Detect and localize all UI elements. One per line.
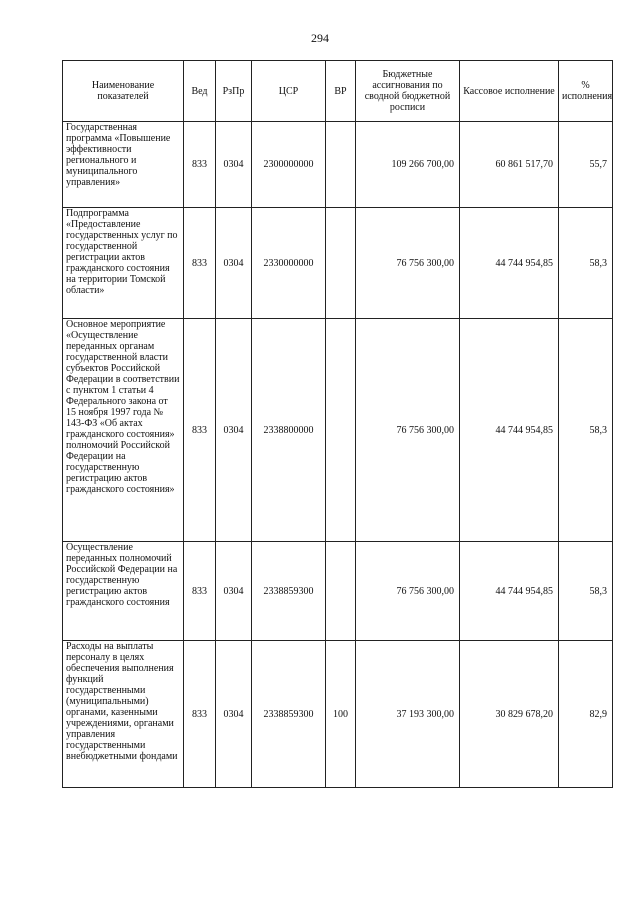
row-vr xyxy=(326,542,356,641)
row-percent: 58,3 xyxy=(559,319,613,542)
page-number: 294 xyxy=(311,31,329,45)
header-ved: Вед xyxy=(184,61,216,122)
header-vr: ВР xyxy=(326,61,356,122)
row-name: Основное мероприятие «Осуществление переданных органам государственной власти субъектов Российской Федерации в соответствии с пунктом 1 статьи 4 Федерального закона от 15 ноября 1997 года № 143-ФЗ «Об актах гражданского состояния» полномочий Российской Федерации на государственную регистрацию актов гражданского состояния» xyxy=(63,319,184,542)
row-vr xyxy=(326,208,356,319)
row-name: Осуществление переданных полномочий Российской Федерации на государственную регистрацию актов гражданского состояния xyxy=(63,542,184,641)
row-ved: 833 xyxy=(184,122,216,208)
header-row xyxy=(63,61,613,122)
row-csr: 2338800000 xyxy=(252,319,326,542)
row-percent: 58,3 xyxy=(559,208,613,319)
header-cash-execution: Кассовое исполнение xyxy=(460,61,559,122)
row-vr: 100 xyxy=(326,641,356,788)
budget-table xyxy=(62,60,613,788)
row-vr xyxy=(326,122,356,208)
row-rzpr: 0304 xyxy=(216,319,252,542)
table-row xyxy=(63,208,613,319)
row-csr: 2338859300 xyxy=(252,641,326,788)
row-cash-execution: 44 744 954,85 xyxy=(460,542,559,641)
row-rzpr: 0304 xyxy=(216,208,252,319)
row-name: Подпрограмма «Предоставление государственных услуг по государственной регистрации актов гражданского состояния на территории Томской области» xyxy=(63,208,184,319)
row-ved: 833 xyxy=(184,208,216,319)
table-row xyxy=(63,319,613,542)
header-csr: ЦСР xyxy=(252,61,326,122)
row-percent: 58,3 xyxy=(559,542,613,641)
row-rzpr: 0304 xyxy=(216,542,252,641)
row-cash-execution: 60 861 517,70 xyxy=(460,122,559,208)
row-cash-execution: 44 744 954,85 xyxy=(460,319,559,542)
row-assignments: 76 756 300,00 xyxy=(356,542,460,641)
table-row xyxy=(63,542,613,641)
row-vr xyxy=(326,319,356,542)
table-row xyxy=(63,641,613,788)
row-assignments: 76 756 300,00 xyxy=(356,208,460,319)
row-cash-execution: 30 829 678,20 xyxy=(460,641,559,788)
row-assignments: 76 756 300,00 xyxy=(356,319,460,542)
row-csr: 2300000000 xyxy=(252,122,326,208)
row-assignments: 37 193 300,00 xyxy=(356,641,460,788)
row-assignments: 109 266 700,00 xyxy=(356,122,460,208)
row-cash-execution: 44 744 954,85 xyxy=(460,208,559,319)
table-row xyxy=(63,122,613,208)
row-name: Расходы на выплаты персоналу в целях обеспечения выполнения функций государственными (муниципальными) органами, казенными учреждениями, органами управления государственными внебюджетными фондами xyxy=(63,641,184,788)
row-rzpr: 0304 xyxy=(216,641,252,788)
header-percent: % исполнения xyxy=(559,61,613,122)
header-assignments: Бюджетные ассигнования по сводной бюджетной росписи xyxy=(356,61,460,122)
row-rzpr: 0304 xyxy=(216,122,252,208)
row-csr: 2338859300 xyxy=(252,542,326,641)
header-name: Наименование показателей xyxy=(63,61,184,122)
row-name: Государственная программа «Повышение эффективности регионального и муниципального управления» xyxy=(63,122,184,208)
row-csr: 2330000000 xyxy=(252,208,326,319)
header-rzpr: РзПр xyxy=(216,61,252,122)
row-ved: 833 xyxy=(184,641,216,788)
row-percent: 55,7 xyxy=(559,122,613,208)
row-percent: 82,9 xyxy=(559,641,613,788)
row-ved: 833 xyxy=(184,319,216,542)
row-ved: 833 xyxy=(184,542,216,641)
